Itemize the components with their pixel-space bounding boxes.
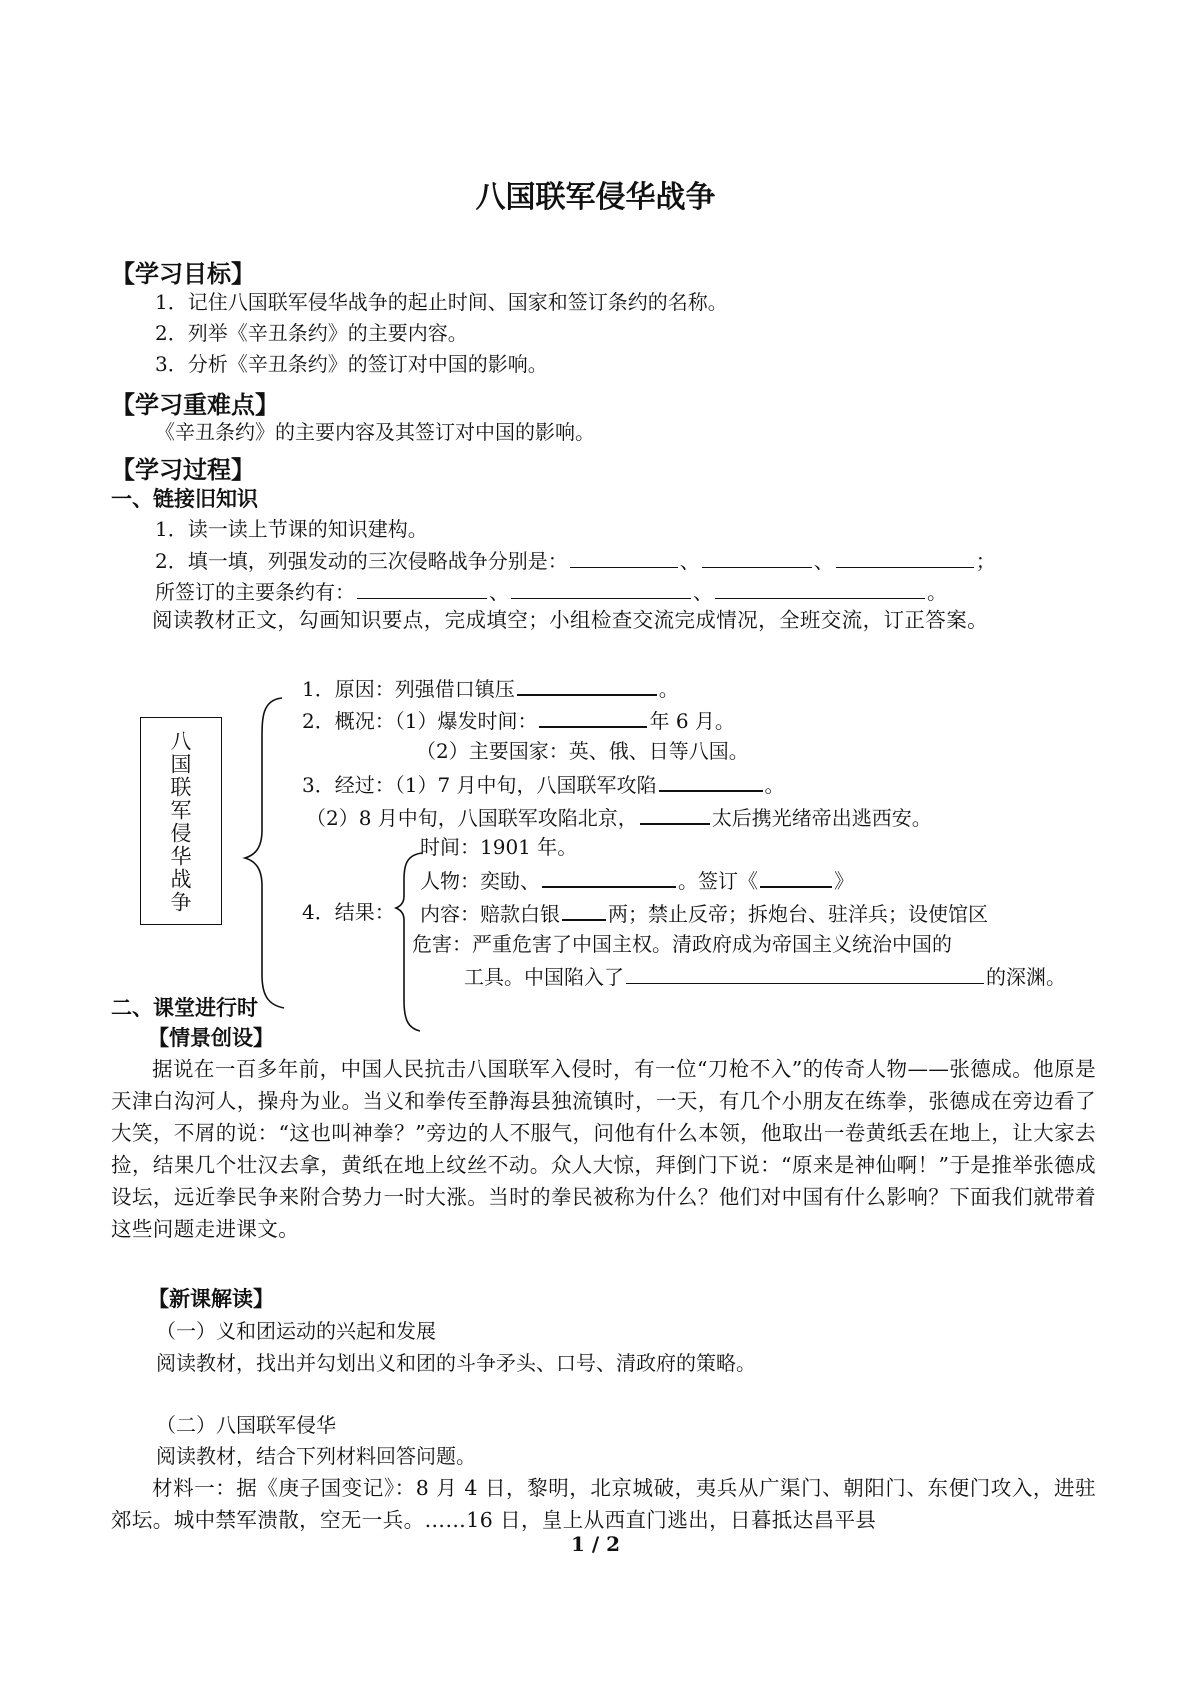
- overview-1-text: （1）爆发时间：: [394, 709, 538, 733]
- keypoints-text: 《辛丑条约》的主要内容及其签订对中国的影响。: [155, 420, 595, 444]
- result-content-prefix: 内容：赔款白银: [420, 902, 560, 926]
- goal-item-3: 3．分析《辛丑条约》的签订对中国的影响。: [155, 352, 548, 376]
- new-lesson-heading: 【新课解读】: [148, 1287, 274, 1311]
- course-1-end: 。: [764, 773, 785, 797]
- part1-item-1: 1．读一读上节课的知识建构。: [155, 517, 428, 541]
- diagram-overview-1: [302, 704, 735, 736]
- reading-instruction: 阅读教材正文，勾画知识要点，完成填空；小组检查交流完成情况，全班交流，订正答案。: [152, 608, 988, 632]
- course-2-prefix: （2）8 月中旬，八国联军攻陷北京，: [306, 806, 638, 830]
- sep-4: 、: [693, 580, 713, 604]
- overview-label: 2．概况：: [302, 709, 395, 733]
- section-2-text: 阅读教材，结合下列材料回答问题。: [156, 1444, 476, 1468]
- goals-heading: 【学习目标】: [111, 260, 255, 288]
- diagram-course-1: [302, 768, 785, 800]
- material-1: 材料一：据《庚子国变记》：8 月 4 日，黎明，北京城破，夷兵从广渠门、朝阳门、东便门攻入，进驻郊坛。城中禁军溃散，空无一兵。……16 日，皇上从西直门逃出，日暮抵达昌平县: [111, 1476, 1096, 1532]
- page-title: 八国联军侵华战争: [475, 180, 716, 215]
- treaty-name-blank[interactable]: [760, 864, 832, 888]
- sep-3: 、: [489, 580, 509, 604]
- part1-heading: 一、链接旧知识: [111, 487, 258, 511]
- result-people-end: 》: [834, 869, 854, 893]
- semicolon: ；: [975, 549, 996, 573]
- result-harm-2: [464, 961, 1066, 992]
- cause-blank[interactable]: [517, 672, 657, 696]
- result-content: [420, 897, 988, 929]
- page-number: 1 / 2: [570, 1532, 621, 1556]
- course-2-suffix: 太后携光绪帝出逃西安。: [711, 806, 932, 830]
- scene-text: 据说在一百多年前，中国人民抗击八国联军入侵时，有一位“刀枪不入”的传奇人物——张德成。他原是天津白沟河人，操舟为业。当义和拳传至静海县独流镇时，一天，有几个小朋友在练拳，张德成在旁边看了大笑，不屑的说：“这也叫神拳？”旁边的人不服气，问他有什么本领，他取出一卷黄纸丢在地上，让大家去捡，结果几个壮汉去拿，黄纸在地上纹丝不动。众人大惊，拜倒门下说：“原来是神仙啊！”于是推举张德成设坛，远近拳民争来附合势力一时大涨。当时的拳民被称为什么？他们对中国有什么影响？下面我们就带着这些问题走进课文。: [111, 1057, 1096, 1241]
- signatory-blank[interactable]: [542, 864, 676, 888]
- diagram-course-2: [306, 801, 932, 833]
- goal-item-2: 2．列举《辛丑条约》的主要内容。: [155, 321, 468, 345]
- result-time: 时间：1901 年。: [420, 835, 578, 859]
- result-people: [420, 864, 854, 896]
- result-harm-2-suffix: 的深渊。: [986, 965, 1066, 989]
- part2-heading: 二、课堂进行时: [111, 996, 258, 1020]
- diagram-overview-2: （2）主要国家：英、俄、日等八国。: [416, 739, 749, 763]
- overview-1-end: 年 6 月。: [649, 709, 735, 733]
- result-people-prefix: 人物：奕劻、: [420, 869, 540, 893]
- diagram-cause: [302, 672, 679, 704]
- captured-city-blank[interactable]: [659, 768, 763, 792]
- process-heading: 【学习过程】: [111, 456, 255, 484]
- treaty-prefix: 所签订的主要条约有：: [155, 580, 355, 604]
- part1-item-2-prefix: 2．填一填，列强发动的三次侵略战争分别是：: [155, 549, 568, 573]
- result-harm-2-prefix: 工具。中国陷入了: [464, 965, 624, 989]
- section-1-title: （一）义和团运动的兴起和发展: [156, 1319, 436, 1343]
- result-people-mid: 。签订《: [678, 869, 758, 893]
- result-content-suffix: 两；禁止反帝；拆炮台、驻洋兵；设使馆区: [608, 902, 988, 926]
- section-1-text: 阅读教材，找出并勾划出义和团的斗争矛头、口号、清政府的策略。: [156, 1351, 756, 1375]
- course-1-text: （1）7 月中旬，八国联军攻陷: [394, 773, 657, 797]
- cause-end: 。: [658, 677, 679, 701]
- result-label: 4．结果：: [302, 900, 395, 924]
- diagram-box-label: 八国联军侵华战争: [168, 730, 192, 914]
- course-label: 3．经过：: [302, 773, 395, 797]
- empress-blank[interactable]: [640, 801, 710, 825]
- keypoints-heading: 【学习重难点】: [111, 391, 279, 419]
- goal-item-1: 1．记住八国联军侵华战争的起止时间、国家和签订条约的名称。: [155, 290, 728, 314]
- treaty-period: 。: [927, 580, 947, 604]
- section-2-title: （二）八国联军侵华: [156, 1413, 336, 1437]
- scene-heading: 【情景创设】: [148, 1026, 274, 1050]
- sep-2: 、: [813, 549, 834, 573]
- abyss-blank[interactable]: [626, 961, 984, 984]
- outbreak-year-blank[interactable]: [539, 704, 647, 728]
- indemnity-blank[interactable]: [562, 897, 606, 921]
- sep-1: 、: [679, 549, 700, 573]
- result-harm-1: 危害：严重危害了中国主权。清政府成为帝国主义统治中国的: [412, 932, 952, 956]
- cause-label: 1．原因：列强借口镇压: [302, 677, 515, 701]
